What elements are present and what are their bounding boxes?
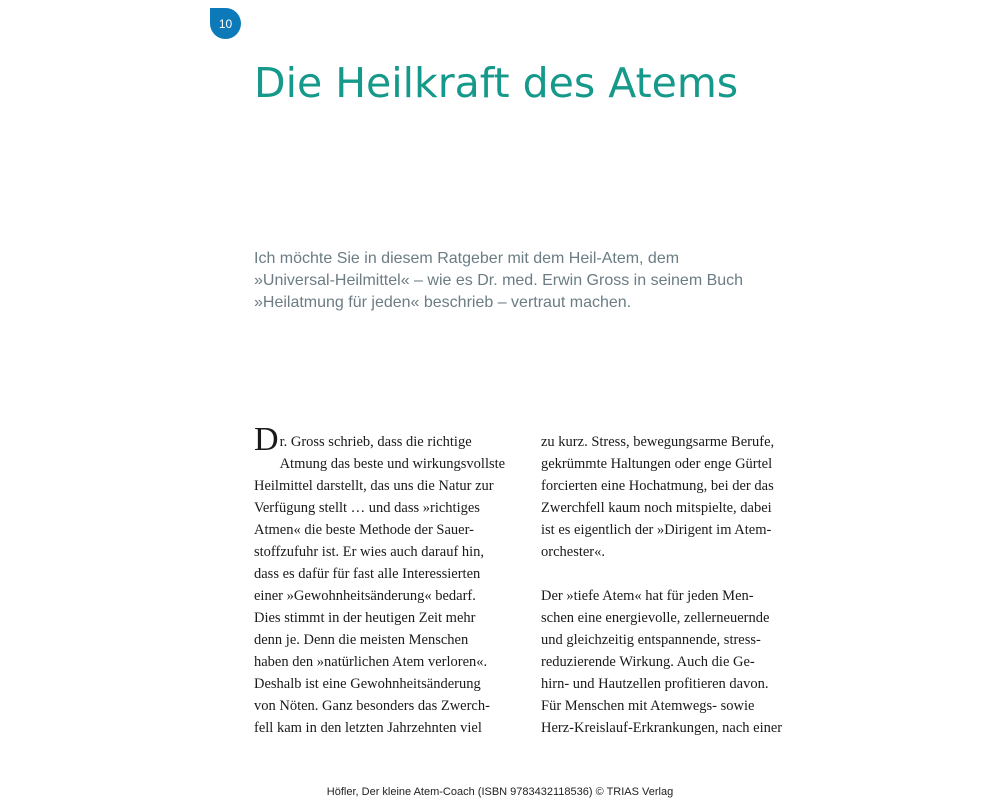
body-line: einer »Gewohnheitsänderung« bedarf. — [254, 588, 476, 604]
intro-line: Ich möchte Sie in diesem Ratgeber mit dem Heil-Atem, dem — [254, 250, 680, 267]
body-line: gekrümmte Haltungen oder enge Gürtel — [541, 456, 773, 472]
body-line: fell kam in den letzten Jahrzehnten viel — [254, 720, 482, 736]
intro-paragraph — [254, 248, 814, 314]
copyright-footer: Höfler, Der kleine Atem-Coach (ISBN 9783432118536) © TRIAS Verlag — [326, 786, 674, 798]
body-line: hirn- und Hautzellen profitieren davon. — [541, 676, 769, 692]
body-line: Dr. Gross schrieb, dass die richtige — [254, 421, 472, 458]
body-line: Heilmittel darstellt, das uns die Natur zur — [254, 478, 494, 494]
body-line: Zwerchfell kaum noch mitspielte, dabei — [541, 500, 772, 516]
body-line: orchester«. — [541, 544, 606, 560]
chapter-title: Die Heilkraft des Atems — [254, 59, 739, 107]
body-column-left — [254, 421, 524, 739]
body-line: Für Menschen mit Atemwegs- sowie — [541, 698, 755, 714]
body-line: haben den »natürlichen Atem verloren«. — [254, 654, 488, 670]
body-line: stoffzufuhr ist. Er wies auch darauf hin, — [254, 544, 485, 560]
drop-cap: D — [254, 421, 279, 458]
body-line: dass es dafür für fast alle Interessierten — [254, 566, 481, 582]
body-line: Herz-Kreislauf-Erkrankungen, nach einer — [541, 720, 783, 736]
body-line: Der »tiefe Atem« hat für jeden Men- — [541, 588, 754, 604]
body-line: von Nöten. Ganz besonders das Zwerch- — [254, 698, 490, 714]
body-line: Verfügung stellt … und dass »richtiges — [254, 500, 480, 516]
page-number-badge: 10 — [210, 8, 241, 39]
paragraph-gap — [541, 563, 811, 585]
body-line: Atmung das beste und wirkungsvollste — [279, 456, 506, 472]
body-line: Dies stimmt in der heutigen Zeit mehr — [254, 610, 476, 626]
intro-line: »Universal-Heilmittel« – wie es Dr. med. Erwin Gross in seinem Buch — [254, 272, 744, 289]
body-line: und gleichzeitig entspannende, stress- — [541, 632, 761, 648]
intro-line: »Heilatmung für jeden« beschrieb – vertraut machen. — [254, 294, 632, 311]
body-line: ist es eigentlich der »Dirigent im Atem- — [541, 522, 772, 538]
body-column-right — [541, 431, 811, 739]
body-line: denn je. Denn die meisten Menschen — [254, 632, 469, 648]
body-line: schen eine energievolle, zellerneuernde — [541, 610, 770, 626]
body-line: Atmen« die beste Methode der Sauer- — [254, 522, 474, 538]
body-line: zu kurz. Stress, bewegungsarme Berufe, — [541, 434, 775, 450]
body-line: Deshalb ist eine Gewohnheitsänderung — [254, 676, 481, 692]
body-line: reduzierende Wirkung. Auch die Ge- — [541, 654, 755, 670]
body-line: forcierten eine Hochatmung, bei der das — [541, 478, 774, 494]
